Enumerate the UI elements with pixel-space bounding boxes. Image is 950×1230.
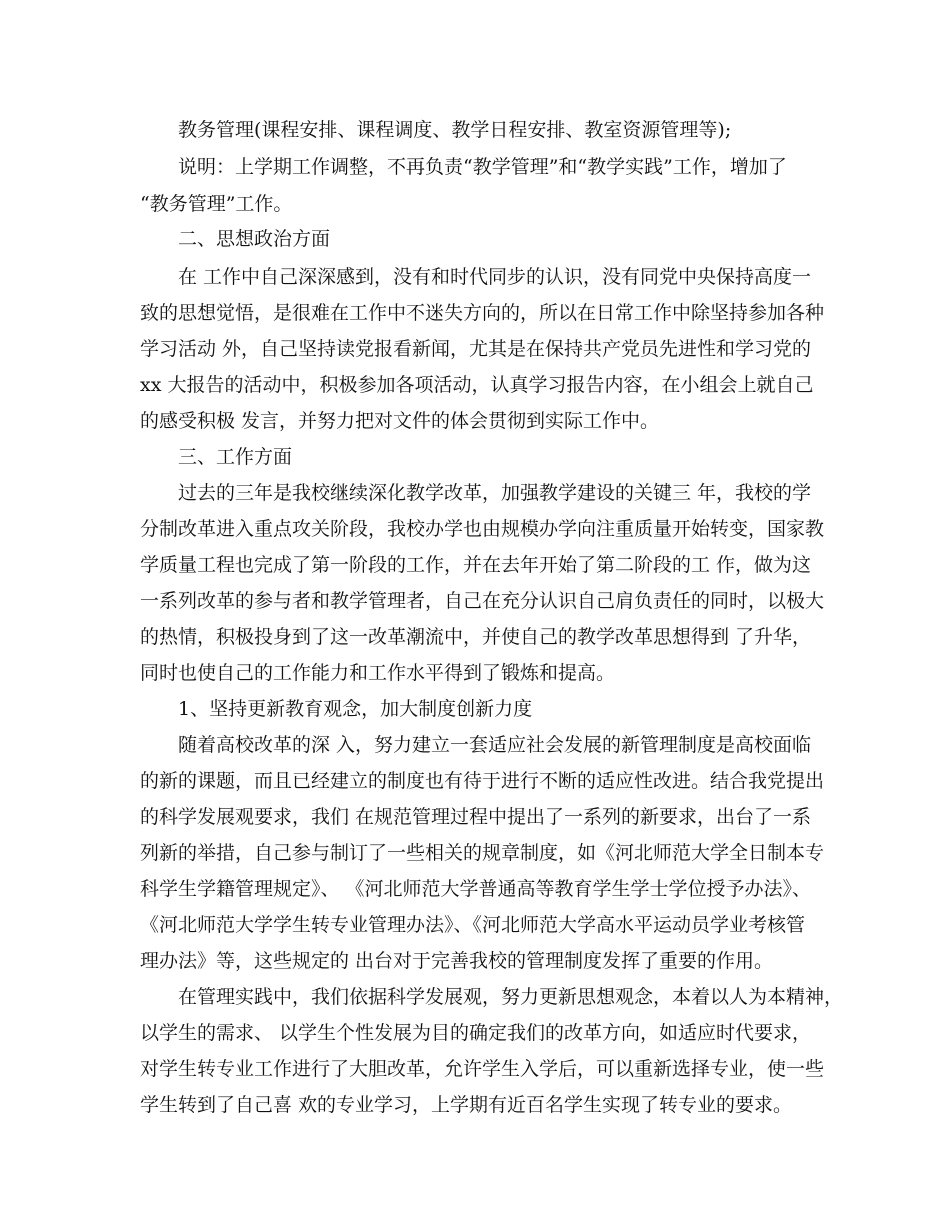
- section-heading: 二、思想政治方面: [178, 228, 331, 250]
- text-line: 理办法》等，这些规定的 出台对于完善我校的管理制度发挥了重要的作用。: [140, 950, 774, 972]
- text-line: 的科学发展观要求，我们 在规范管理过程中提出了一系列的新要求，出台了一系: [140, 806, 812, 828]
- text-line: 以学生的需求、 以学生个性发展为目的确定我们的改革方向，如适应时代要求，: [140, 1022, 812, 1044]
- text-line: 同时也使自己的工作能力和工作水平得到了锻炼和提高。: [140, 662, 616, 684]
- text-line: 学质量工程也完成了第一阶段的工作，并在去年开始了第二阶段的工 作，做为这: [140, 554, 812, 576]
- text-line: 分制改革进入重点攻关阶段，我校办学也由规模办学向注重质量开始转变，国家教: [140, 518, 825, 540]
- text-line: 一系列改革的参与者和教学管理者，自己在充分认识自己肩负责任的同时，以极大: [140, 590, 825, 612]
- text-line: 学习活动 外，自己坚持读党报看新闻，尤其是在保持共产党员先进性和学习党的: [140, 338, 812, 360]
- text-line: 随着高校改革的深 入，努力建立一套适应社会发展的新管理制度是高校面临: [178, 734, 812, 756]
- text-line: 的热情，积极投身到了这一改革潮流中，并使自己的教学改革思想得到 了升华，: [140, 626, 812, 648]
- subsection-heading: 1、坚持更新教育观念，加大制度创新力度: [178, 698, 533, 720]
- text-line: “教务管理”工作。: [140, 193, 293, 215]
- text-line: xx 大报告的活动中，积极参加各项活动，认真学习报告内容，在小组会上就自己: [140, 374, 814, 396]
- text-line: 对学生转专业工作进行了大胆改革，允许学生入学后，可以重新选择专业，使一些: [140, 1058, 825, 1080]
- text-line: 在管理实践中，我们依据科学发展观，努力更新思想观念，本着以人为本精神，: [178, 986, 844, 1008]
- text-line: 在 工作中自己深深感到，没有和时代同步的认识，没有同党中央保持高度一: [178, 266, 812, 288]
- text-line: 学生转到了自己喜 欢的专业学习，上学期有近百名学生实现了转专业的要求。: [140, 1094, 793, 1116]
- text-line: 列新的举措，自己参与制订了一些相关的规章制度，如《河北师范大学全日制本专: [140, 842, 825, 864]
- section-heading: 三、工作方面: [178, 446, 293, 468]
- text-line: 过去的三年是我校继续深化教学改革，加强教学建设的关键三 年，我校的学: [178, 482, 812, 504]
- text-line: 教务管理(课程安排、课程调度、教学日程安排、教室资源管理等);: [178, 119, 732, 141]
- text-line: 科学生学籍管理规定》、 《河北师范大学普通高等教育学生学士学位授予办法》、: [140, 878, 812, 900]
- text-line: 《河北师范大学学生转专业管理办法》、《河北师范大学高水平运动员学业考核管: [140, 914, 806, 936]
- text-line: 的感受积极 发言，并努力把对文件的体会贯彻到实际工作中。: [140, 410, 660, 432]
- text-line: 的新的课题，而且已经建立的制度也有待于进行不断的适应性改进。结合我党提出: [140, 770, 825, 792]
- text-line: 致的思想觉悟，是很难在工作中不迷失方向的，所以在日常工作中除坚持参加各种: [140, 302, 825, 324]
- text-line: 说明：上学期工作调整，不再负责“教学管理”和“教学实践”工作，增加了: [178, 156, 787, 178]
